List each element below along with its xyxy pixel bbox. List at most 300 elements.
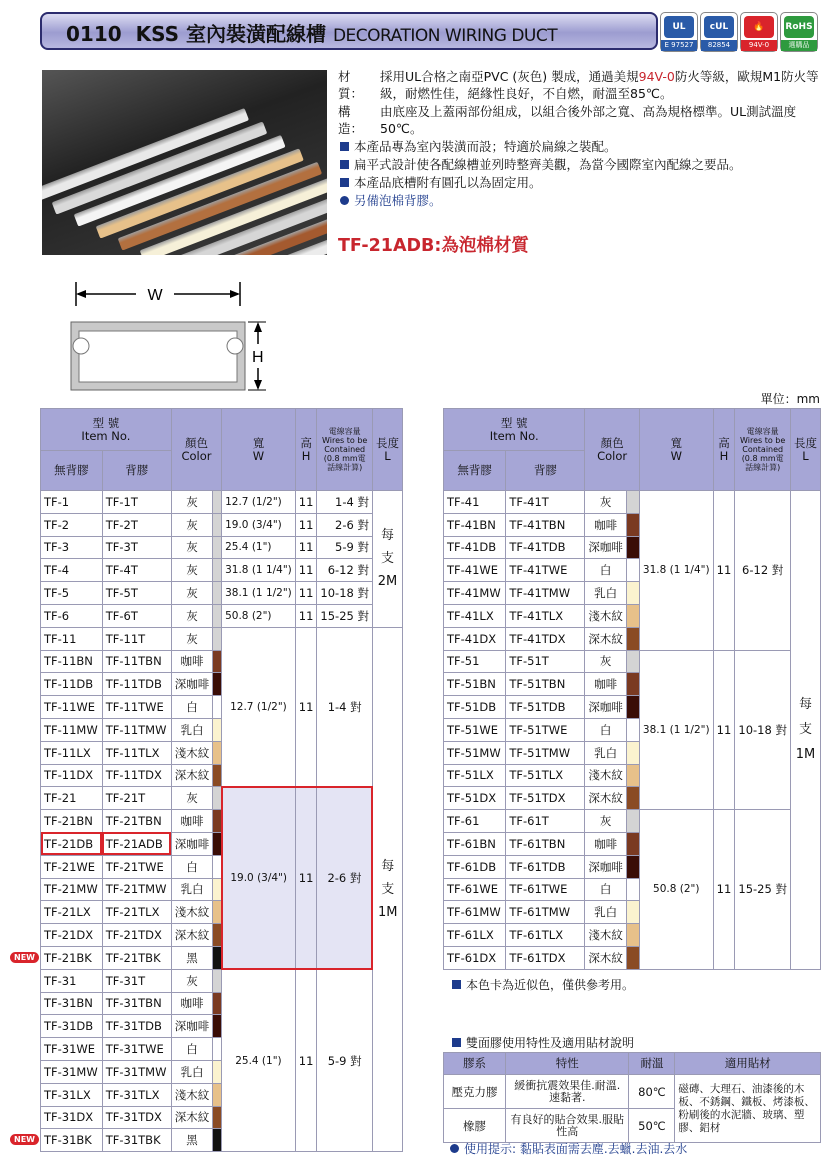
- item-no-cell: TF-61DX: [444, 946, 506, 969]
- glue-temp-header: 耐溫: [629, 1053, 675, 1075]
- width-cell: 38.1 (1 1/2"): [222, 582, 296, 605]
- capacity-cell: 2-6 對: [317, 787, 373, 969]
- color-name-cell: 黑: [171, 946, 213, 969]
- color-swatch: [213, 604, 222, 627]
- bullet-3: 本產品底槽附有圓孔以為固定用。: [338, 174, 820, 191]
- logo-caption: E 97527: [661, 40, 697, 51]
- item-tape-cell: TF-31T: [102, 969, 171, 992]
- width-cell: 50.8 (2"): [639, 810, 713, 970]
- color-name-cell: 灰: [171, 559, 213, 582]
- item-tape-cell: TF-21TMW: [102, 878, 171, 901]
- width-header: 寬 W: [222, 409, 296, 491]
- left-spec-table: [40, 408, 403, 1152]
- width-cell: 38.1 (1 1/2"): [639, 650, 713, 810]
- item-no-cell: TF-51MW: [444, 741, 506, 764]
- color-swatch: [213, 741, 222, 764]
- height-label: H: [252, 349, 264, 366]
- color-name-cell: 白: [171, 696, 213, 719]
- color-name-cell: 灰: [171, 582, 213, 605]
- new-badge: NEW: [10, 1134, 39, 1145]
- width-cell: 50.8 (2"): [222, 604, 296, 627]
- color-swatch: [626, 832, 639, 855]
- structure-label: 構 造：: [338, 104, 364, 136]
- structure-text: 由底座及上蓋兩部份組成，以組合後外部之寬、高為規格標準。UL測試溫度50℃。: [380, 104, 797, 136]
- rohs-logo: [780, 12, 818, 52]
- capacity-cell: 5-9 對: [317, 969, 373, 1151]
- item-no-cell: TF-21MW: [41, 878, 103, 901]
- height-cell: 11: [295, 559, 317, 582]
- color-swatch: [213, 787, 222, 810]
- color-swatch: [213, 627, 222, 650]
- glue-feature-header: 特性: [505, 1053, 629, 1075]
- item-tape-cell: TF-21T: [102, 787, 171, 810]
- color-swatch: [213, 924, 222, 947]
- item-no-cell: TF-21BK: [41, 946, 103, 969]
- color-swatch: [213, 1060, 222, 1083]
- item-no-cell: TF-31DX: [41, 1106, 103, 1129]
- color-swatch: [626, 491, 639, 514]
- capacity-cell: 2-6 對: [317, 513, 373, 536]
- item-no-cell: TF-21LX: [41, 901, 103, 924]
- color-swatch: [626, 741, 639, 764]
- color-name-cell: 白: [171, 855, 213, 878]
- color-name-cell: 深咖啡: [171, 673, 213, 696]
- color-swatch: [626, 696, 639, 719]
- item-tape-cell: TF-11TDB: [102, 673, 171, 696]
- color-swatch: [213, 946, 222, 969]
- color-swatch: [626, 924, 639, 947]
- width-cell: 31.8 (1 1/4"): [639, 491, 713, 651]
- color-swatch: [213, 901, 222, 924]
- color-swatch: [626, 901, 639, 924]
- length-cell: 每 支 2M: [372, 491, 402, 628]
- item-no-cell: TF-51LX: [444, 764, 506, 787]
- height-cell: 11: [713, 650, 735, 810]
- round-bullet-icon: [450, 1144, 459, 1153]
- color-name-cell: 白: [171, 1038, 213, 1061]
- item-tape-cell: TF-21TDX: [102, 924, 171, 947]
- color-name-cell: 灰: [171, 604, 213, 627]
- no-tape-header: 無背膠: [41, 451, 103, 491]
- capacity-cell: 5-9 對: [317, 536, 373, 559]
- item-tape-cell: TF-11TWE: [102, 696, 171, 719]
- table-row: [41, 491, 403, 514]
- item-no-cell: TF-11LX: [41, 741, 103, 764]
- table-row: [444, 810, 821, 833]
- item-tape-cell: TF-41TMW: [506, 582, 585, 605]
- item-no-cell: TF-41DX: [444, 627, 506, 650]
- item-no-header: 型 號 Item No.: [444, 409, 585, 451]
- page-header: [40, 8, 820, 54]
- glue-type-cell: 橡膠: [444, 1109, 506, 1143]
- cul-logo: [700, 12, 738, 52]
- color-name-cell: 白: [585, 878, 627, 901]
- item-tape-cell: TF-41TBN: [506, 513, 585, 536]
- item-no-cell: TF-6: [41, 604, 103, 627]
- color-swatch: [213, 855, 222, 878]
- color-name-cell: 乳白: [171, 718, 213, 741]
- color-name-cell: 灰: [171, 536, 213, 559]
- item-tape-cell: TF-41TLX: [506, 604, 585, 627]
- color-swatch: [213, 969, 222, 992]
- table-row: [41, 559, 403, 582]
- height-cell: 11: [295, 491, 317, 514]
- color-name-cell: 灰: [585, 491, 627, 514]
- color-swatch: [213, 1129, 222, 1152]
- item-tape-cell: TF-61TDX: [506, 946, 585, 969]
- item-tape-cell: TF-51T: [506, 650, 585, 673]
- color-name-cell: 深咖啡: [171, 832, 213, 855]
- color-swatch: [213, 673, 222, 696]
- capacity-header: 電線容量 Wires to be Contained (0.8 mm電 話線計算): [735, 409, 791, 491]
- capacity-cell: 1-4 對: [317, 491, 373, 514]
- flame-94v0-logo: [740, 12, 778, 52]
- item-no-cell: TF-51DX: [444, 787, 506, 810]
- item-tape-cell: TF-21ADB: [102, 832, 171, 855]
- item-no-cell: TF-21: [41, 787, 103, 810]
- color-name-cell: 乳白: [585, 901, 627, 924]
- item-tape-cell: TF-4T: [102, 559, 171, 582]
- color-swatch: [213, 536, 222, 559]
- glue-section-title: 雙面膠使用特性及適用貼材說明: [450, 1034, 634, 1051]
- ul-listed-logo: [660, 12, 698, 52]
- item-tape-cell: TF-41TDX: [506, 627, 585, 650]
- item-no-cell: TF-1: [41, 491, 103, 514]
- color-swatch: [626, 787, 639, 810]
- item-no-cell: TF-11DB: [41, 673, 103, 696]
- item-no-cell: TF-31: [41, 969, 103, 992]
- item-no-cell: TF-2: [41, 513, 103, 536]
- height-header: 高 H: [713, 409, 735, 491]
- color-swatch: [626, 855, 639, 878]
- color-swatch: [626, 536, 639, 559]
- color-name-cell: 深木紋: [585, 946, 627, 969]
- table-row: [41, 604, 403, 627]
- bullet-2: 扁平式設計使各配線槽並列時整齊美觀，為當今國際室內配線之要品。: [338, 156, 820, 173]
- color-swatch: [213, 810, 222, 833]
- width-cell: 25.4 (1"): [222, 536, 296, 559]
- table-row: [41, 787, 403, 810]
- color-name-cell: 咖啡: [585, 832, 627, 855]
- color-swatch: [213, 1015, 222, 1038]
- color-name-cell: 淺木紋: [171, 1083, 213, 1106]
- capacity-cell: 15-25 對: [735, 810, 791, 970]
- height-cell: 11: [295, 969, 317, 1151]
- item-no-cell: TF-51DB: [444, 696, 506, 719]
- height-cell: 11: [295, 582, 317, 605]
- glue-table: [443, 1052, 821, 1143]
- capacity-cell: 6-12 對: [735, 491, 791, 651]
- color-name-cell: 深咖啡: [585, 696, 627, 719]
- usage-tip: 使用提示: 黏貼表面需去塵.去蠟.去油.去水: [448, 1140, 687, 1157]
- item-no-cell: TF-31BN: [41, 992, 103, 1015]
- glue-type-cell: 壓克力膠: [444, 1075, 506, 1109]
- item-no-cell: TF-31LX: [41, 1083, 103, 1106]
- color-header: 顏色 Color: [585, 409, 640, 491]
- color-name-cell: 深木紋: [171, 764, 213, 787]
- height-cell: 11: [713, 491, 735, 651]
- square-bullet-icon: [452, 980, 461, 989]
- color-swatch: [213, 718, 222, 741]
- item-no-cell: TF-11MW: [41, 718, 103, 741]
- color-name-cell: 淺木紋: [171, 901, 213, 924]
- color-name-cell: 淺木紋: [585, 924, 627, 947]
- item-no-cell: TF-11BN: [41, 650, 103, 673]
- color-swatch: [213, 764, 222, 787]
- height-cell: 11: [295, 627, 317, 787]
- item-tape-cell: TF-41TWE: [506, 559, 585, 582]
- item-tape-cell: TF-21TBN: [102, 810, 171, 833]
- capacity-cell: 1-4 對: [317, 627, 373, 787]
- color-swatch: [213, 582, 222, 605]
- color-name-cell: 乳白: [171, 1060, 213, 1083]
- fire-rating: 94V-0: [638, 69, 675, 84]
- item-no-cell: TF-21WE: [41, 855, 103, 878]
- color-name-cell: 咖啡: [171, 810, 213, 833]
- item-no-cell: TF-11: [41, 627, 103, 650]
- logo-caption: 94V-0: [741, 40, 777, 51]
- color-note: 本色卡為近似色，僅供參考用。: [450, 976, 634, 993]
- color-swatch: [213, 491, 222, 514]
- color-name-cell: 灰: [585, 810, 627, 833]
- item-no-header: 型 號 Item No.: [41, 409, 172, 451]
- square-bullet-icon: [340, 160, 349, 169]
- item-tape-cell: TF-51TLX: [506, 764, 585, 787]
- table-row: [41, 627, 403, 650]
- ul-listed-icon: UL: [664, 16, 694, 38]
- color-name-cell: 乳白: [585, 582, 627, 605]
- material-text: 採用UL合格之南亞PVC (灰色) 製成，通過美規94V-0防火等級，歐規M1防火等級，耐燃性佳，絕緣性良好，不自燃，耐溫至85℃。: [380, 69, 819, 101]
- color-swatch: [213, 559, 222, 582]
- table-row: [41, 969, 403, 992]
- color-swatch: [626, 810, 639, 833]
- color-swatch: [213, 1038, 222, 1061]
- structure-row: [338, 103, 820, 137]
- item-no-cell: TF-11DX: [41, 764, 103, 787]
- item-no-cell: TF-3: [41, 536, 103, 559]
- item-tape-cell: TF-6T: [102, 604, 171, 627]
- item-no-cell: TF-51: [444, 650, 506, 673]
- color-swatch: [626, 559, 639, 582]
- foam-note: TF-21ADB:為泡棉材質: [338, 236, 529, 256]
- item-no-cell: TF-21DB: [41, 832, 103, 855]
- item-no-cell: TF-31DB: [41, 1015, 103, 1038]
- color-swatch: [626, 650, 639, 673]
- color-name-cell: 深木紋: [171, 1106, 213, 1129]
- width-header: 寬 W: [639, 409, 713, 491]
- color-name-cell: 深木紋: [585, 787, 627, 810]
- logo-caption: 選購品: [781, 40, 817, 51]
- color-name-cell: 黑: [171, 1129, 213, 1152]
- item-tape-cell: TF-61TLX: [506, 924, 585, 947]
- color-swatch: [626, 764, 639, 787]
- color-swatch: [213, 513, 222, 536]
- item-no-cell: TF-61MW: [444, 901, 506, 924]
- item-tape-cell: TF-61TMW: [506, 901, 585, 924]
- width-cell: 19.0 (3/4"): [222, 513, 296, 536]
- right-spec-table: [443, 408, 821, 970]
- item-no-cell: TF-31BK: [41, 1129, 103, 1152]
- item-tape-cell: TF-31TDX: [102, 1106, 171, 1129]
- material-label: 材 質：: [338, 69, 364, 101]
- width-cell: 19.0 (3/4"): [222, 787, 296, 969]
- page-title: [66, 18, 557, 47]
- color-swatch: [626, 946, 639, 969]
- color-name-cell: 灰: [171, 491, 213, 514]
- table-row: [41, 513, 403, 536]
- color-name-cell: 灰: [585, 650, 627, 673]
- length-cell: 每 支 1M: [790, 491, 820, 970]
- color-swatch: [626, 513, 639, 536]
- item-tape-cell: TF-41TDB: [506, 536, 585, 559]
- item-tape-cell: TF-31TBN: [102, 992, 171, 1015]
- color-name-cell: 灰: [171, 627, 213, 650]
- rohs-icon: RoHS: [784, 16, 814, 38]
- item-tape-cell: TF-21TLX: [102, 901, 171, 924]
- item-tape-cell: TF-3T: [102, 536, 171, 559]
- item-no-cell: TF-4: [41, 559, 103, 582]
- color-name-cell: 淺木紋: [585, 604, 627, 627]
- height-cell: 11: [713, 810, 735, 970]
- item-tape-cell: TF-51TDB: [506, 696, 585, 719]
- item-tape-cell: TF-61TBN: [506, 832, 585, 855]
- color-name-cell: 乳白: [171, 878, 213, 901]
- color-name-cell: 深咖啡: [171, 1015, 213, 1038]
- height-cell: 11: [295, 604, 317, 627]
- color-name-cell: 深咖啡: [585, 855, 627, 878]
- length-cell: 每 支 1M: [372, 627, 402, 1151]
- width-cell: 12.7 (1/2"): [222, 491, 296, 514]
- item-no-cell: TF-61BN: [444, 832, 506, 855]
- item-tape-cell: TF-11TMW: [102, 718, 171, 741]
- length-header: 長度 L: [790, 409, 820, 491]
- width-label: W: [147, 287, 163, 304]
- item-no-cell: TF-41DB: [444, 536, 506, 559]
- width-cell: 31.8 (1 1/4"): [222, 559, 296, 582]
- item-no-cell: TF-41: [444, 491, 506, 514]
- color-name-cell: 深咖啡: [585, 536, 627, 559]
- color-swatch: [626, 582, 639, 605]
- capacity-cell: 15-25 對: [317, 604, 373, 627]
- color-name-cell: 咖啡: [171, 992, 213, 1015]
- item-no-cell: TF-61LX: [444, 924, 506, 947]
- item-tape-cell: TF-31TMW: [102, 1060, 171, 1083]
- color-name-cell: 淺木紋: [171, 741, 213, 764]
- item-no-cell: TF-21DX: [41, 924, 103, 947]
- item-tape-cell: TF-61TWE: [506, 878, 585, 901]
- optional-note: 另備泡棉背膠。: [338, 192, 820, 209]
- round-bullet-icon: [340, 196, 349, 205]
- item-no-cell: TF-11WE: [41, 696, 103, 719]
- color-name-cell: 深木紋: [171, 924, 213, 947]
- item-tape-cell: TF-51TDX: [506, 787, 585, 810]
- color-swatch: [213, 878, 222, 901]
- flame-94v0-icon: 🔥: [744, 16, 774, 38]
- new-badge: NEW: [10, 952, 39, 963]
- item-tape-cell: TF-61T: [506, 810, 585, 833]
- color-swatch: [626, 627, 639, 650]
- color-swatch: [213, 650, 222, 673]
- item-no-cell: TF-41BN: [444, 513, 506, 536]
- item-no-cell: TF-61WE: [444, 878, 506, 901]
- color-name-cell: 白: [585, 718, 627, 741]
- color-name-cell: 乳白: [585, 741, 627, 764]
- color-swatch: [626, 718, 639, 741]
- item-tape-cell: TF-51TBN: [506, 673, 585, 696]
- item-no-cell: TF-41MW: [444, 582, 506, 605]
- item-tape-cell: TF-11TBN: [102, 650, 171, 673]
- color-name-cell: 淺木紋: [585, 764, 627, 787]
- color-swatch: [626, 604, 639, 627]
- length-header: 長度 L: [372, 409, 402, 491]
- item-tape-cell: TF-11TDX: [102, 764, 171, 787]
- item-no-cell: TF-41LX: [444, 604, 506, 627]
- width-cell: 12.7 (1/2"): [222, 627, 296, 787]
- glue-material-header: 適用貼材: [675, 1053, 821, 1075]
- height-header: 高 H: [295, 409, 317, 491]
- item-tape-cell: TF-21TBK: [102, 946, 171, 969]
- unit-label: 單位：mm: [760, 392, 820, 406]
- material-row: [338, 68, 820, 102]
- color-swatch: [213, 696, 222, 719]
- title-en: DECORATION WIRING DUCT: [332, 26, 558, 46]
- tape-header: 背膠: [102, 451, 171, 491]
- item-tape-cell: TF-2T: [102, 513, 171, 536]
- item-tape-cell: TF-11TLX: [102, 741, 171, 764]
- color-swatch: [213, 832, 222, 855]
- table-row: [444, 491, 821, 514]
- glue-materials-cell: 磁磚、大理石、油漆後的木板、不銹鋼、鐵板、烤漆板、粉刷後的水泥牆、玻璃、塑膠、鋁材: [675, 1075, 821, 1143]
- item-no-cell: TF-61: [444, 810, 506, 833]
- square-bullet-icon: [340, 142, 349, 151]
- table-row: [41, 536, 403, 559]
- capacity-cell: 6-12 對: [317, 559, 373, 582]
- glue-temp-cell: 50℃: [629, 1109, 675, 1143]
- color-name-cell: 咖啡: [585, 673, 627, 696]
- item-no-cell: TF-31MW: [41, 1060, 103, 1083]
- item-no-cell: TF-41WE: [444, 559, 506, 582]
- color-swatch: [213, 1083, 222, 1106]
- capacity-header: 電線容量 Wires to be Contained (0.8 mm電 話線計算): [317, 409, 373, 491]
- color-name-cell: 灰: [171, 513, 213, 536]
- color-swatch: [213, 992, 222, 1015]
- width-cell: 25.4 (1"): [222, 969, 296, 1151]
- item-tape-cell: TF-21TWE: [102, 855, 171, 878]
- title-zh: 室內裝潢配線槽: [186, 22, 326, 46]
- glue-temp-cell: 80℃: [629, 1075, 675, 1109]
- color-swatch: [626, 673, 639, 696]
- color-name-cell: 灰: [171, 787, 213, 810]
- color-header: 顏色 Color: [171, 409, 221, 491]
- item-no-cell: TF-51WE: [444, 718, 506, 741]
- item-tape-cell: TF-31TWE: [102, 1038, 171, 1061]
- item-tape-cell: TF-5T: [102, 582, 171, 605]
- height-cell: 11: [295, 787, 317, 969]
- item-tape-cell: TF-51TWE: [506, 718, 585, 741]
- color-swatch: [626, 878, 639, 901]
- item-tape-cell: TF-41T: [506, 491, 585, 514]
- bullet-1: 本產品專為室內裝潢而設；特適於扁線之裝配。: [338, 138, 820, 155]
- item-tape-cell: TF-31TBK: [102, 1129, 171, 1152]
- product-code: 0110: [66, 22, 122, 46]
- tape-header: 背膠: [506, 451, 585, 491]
- item-no-cell: TF-61DB: [444, 855, 506, 878]
- glue-type-header: 膠系: [444, 1053, 506, 1075]
- glue-feature-cell: 有良好的貼合效果.服貼性高: [505, 1109, 629, 1143]
- product-photo: [42, 70, 327, 255]
- color-swatch: [213, 1106, 222, 1129]
- table-row: [41, 582, 403, 605]
